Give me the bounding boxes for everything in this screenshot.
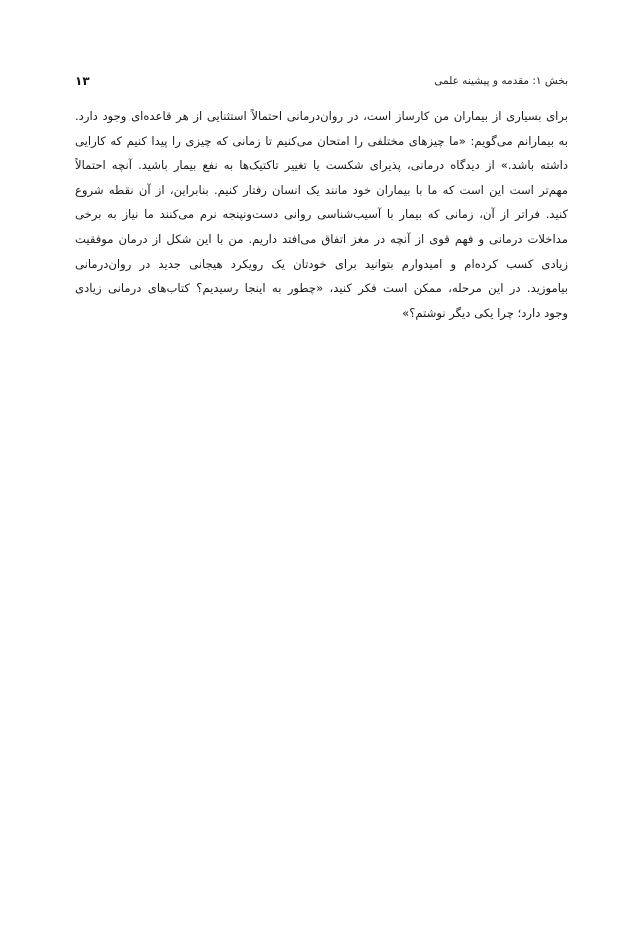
- text-line: مداخلات درمانی و فهم قوی از آنچه در مغز اتفاق می‌افتد داریم. من با این شکل از درمان موفقیت: [75, 231, 568, 246]
- body-paragraph: [75, 104, 568, 325]
- text-line: بیاموزید. در این مرحله، ممکن است فکر کنید، «چطور به اینجا رسیدیم؟ کتاب‌های درمانی زیادی: [75, 281, 568, 296]
- chapter-title: بخش ۱: مقدمه و پیشینه علمی: [434, 75, 568, 87]
- text-line: برای بسیاری از بیماران من کارساز است، در روان‌درمانی احتمالاً استثنایی از هر قاعده‌ای وجود دارد.: [75, 109, 568, 123]
- text-line: داشته باشد.» از دیدگاه درمانی، پذیرای شکست یا تغییر تاکتیک‌ها به نفع بیمار باشید. آنچه احتمالاً: [75, 158, 568, 173]
- text-line: مهم‌تر است این است که ما با بیماران خود مانند یک انسان رفتار کنیم. بنابراین، از آن نقطه شروع: [75, 182, 568, 197]
- text-line: کنید. فراتر از آن، زمانی که بیمار با آسیب‌شناسی روانی دست‌ونپنجه نرم می‌کنند ما نیاز به برخی: [75, 207, 568, 222]
- text-line: وجود دارد؛ چرا یکی دیگر نوشتم؟»: [402, 305, 568, 320]
- page-number: ۱۳: [75, 74, 90, 88]
- text-line: به بیمارانم می‌گویم: «ما چیزهای مختلفی را امتحان می‌کنیم تا زمانی که چیزی را پیدا کنیم که کارایی: [75, 133, 568, 148]
- text-line: زیادی کسب کرده‌ام و امیدوارم بتوانید برای خودتان یک رویکرد هیجانی جدید در روان‌درمانی: [75, 256, 568, 271]
- running-header: [75, 73, 568, 89]
